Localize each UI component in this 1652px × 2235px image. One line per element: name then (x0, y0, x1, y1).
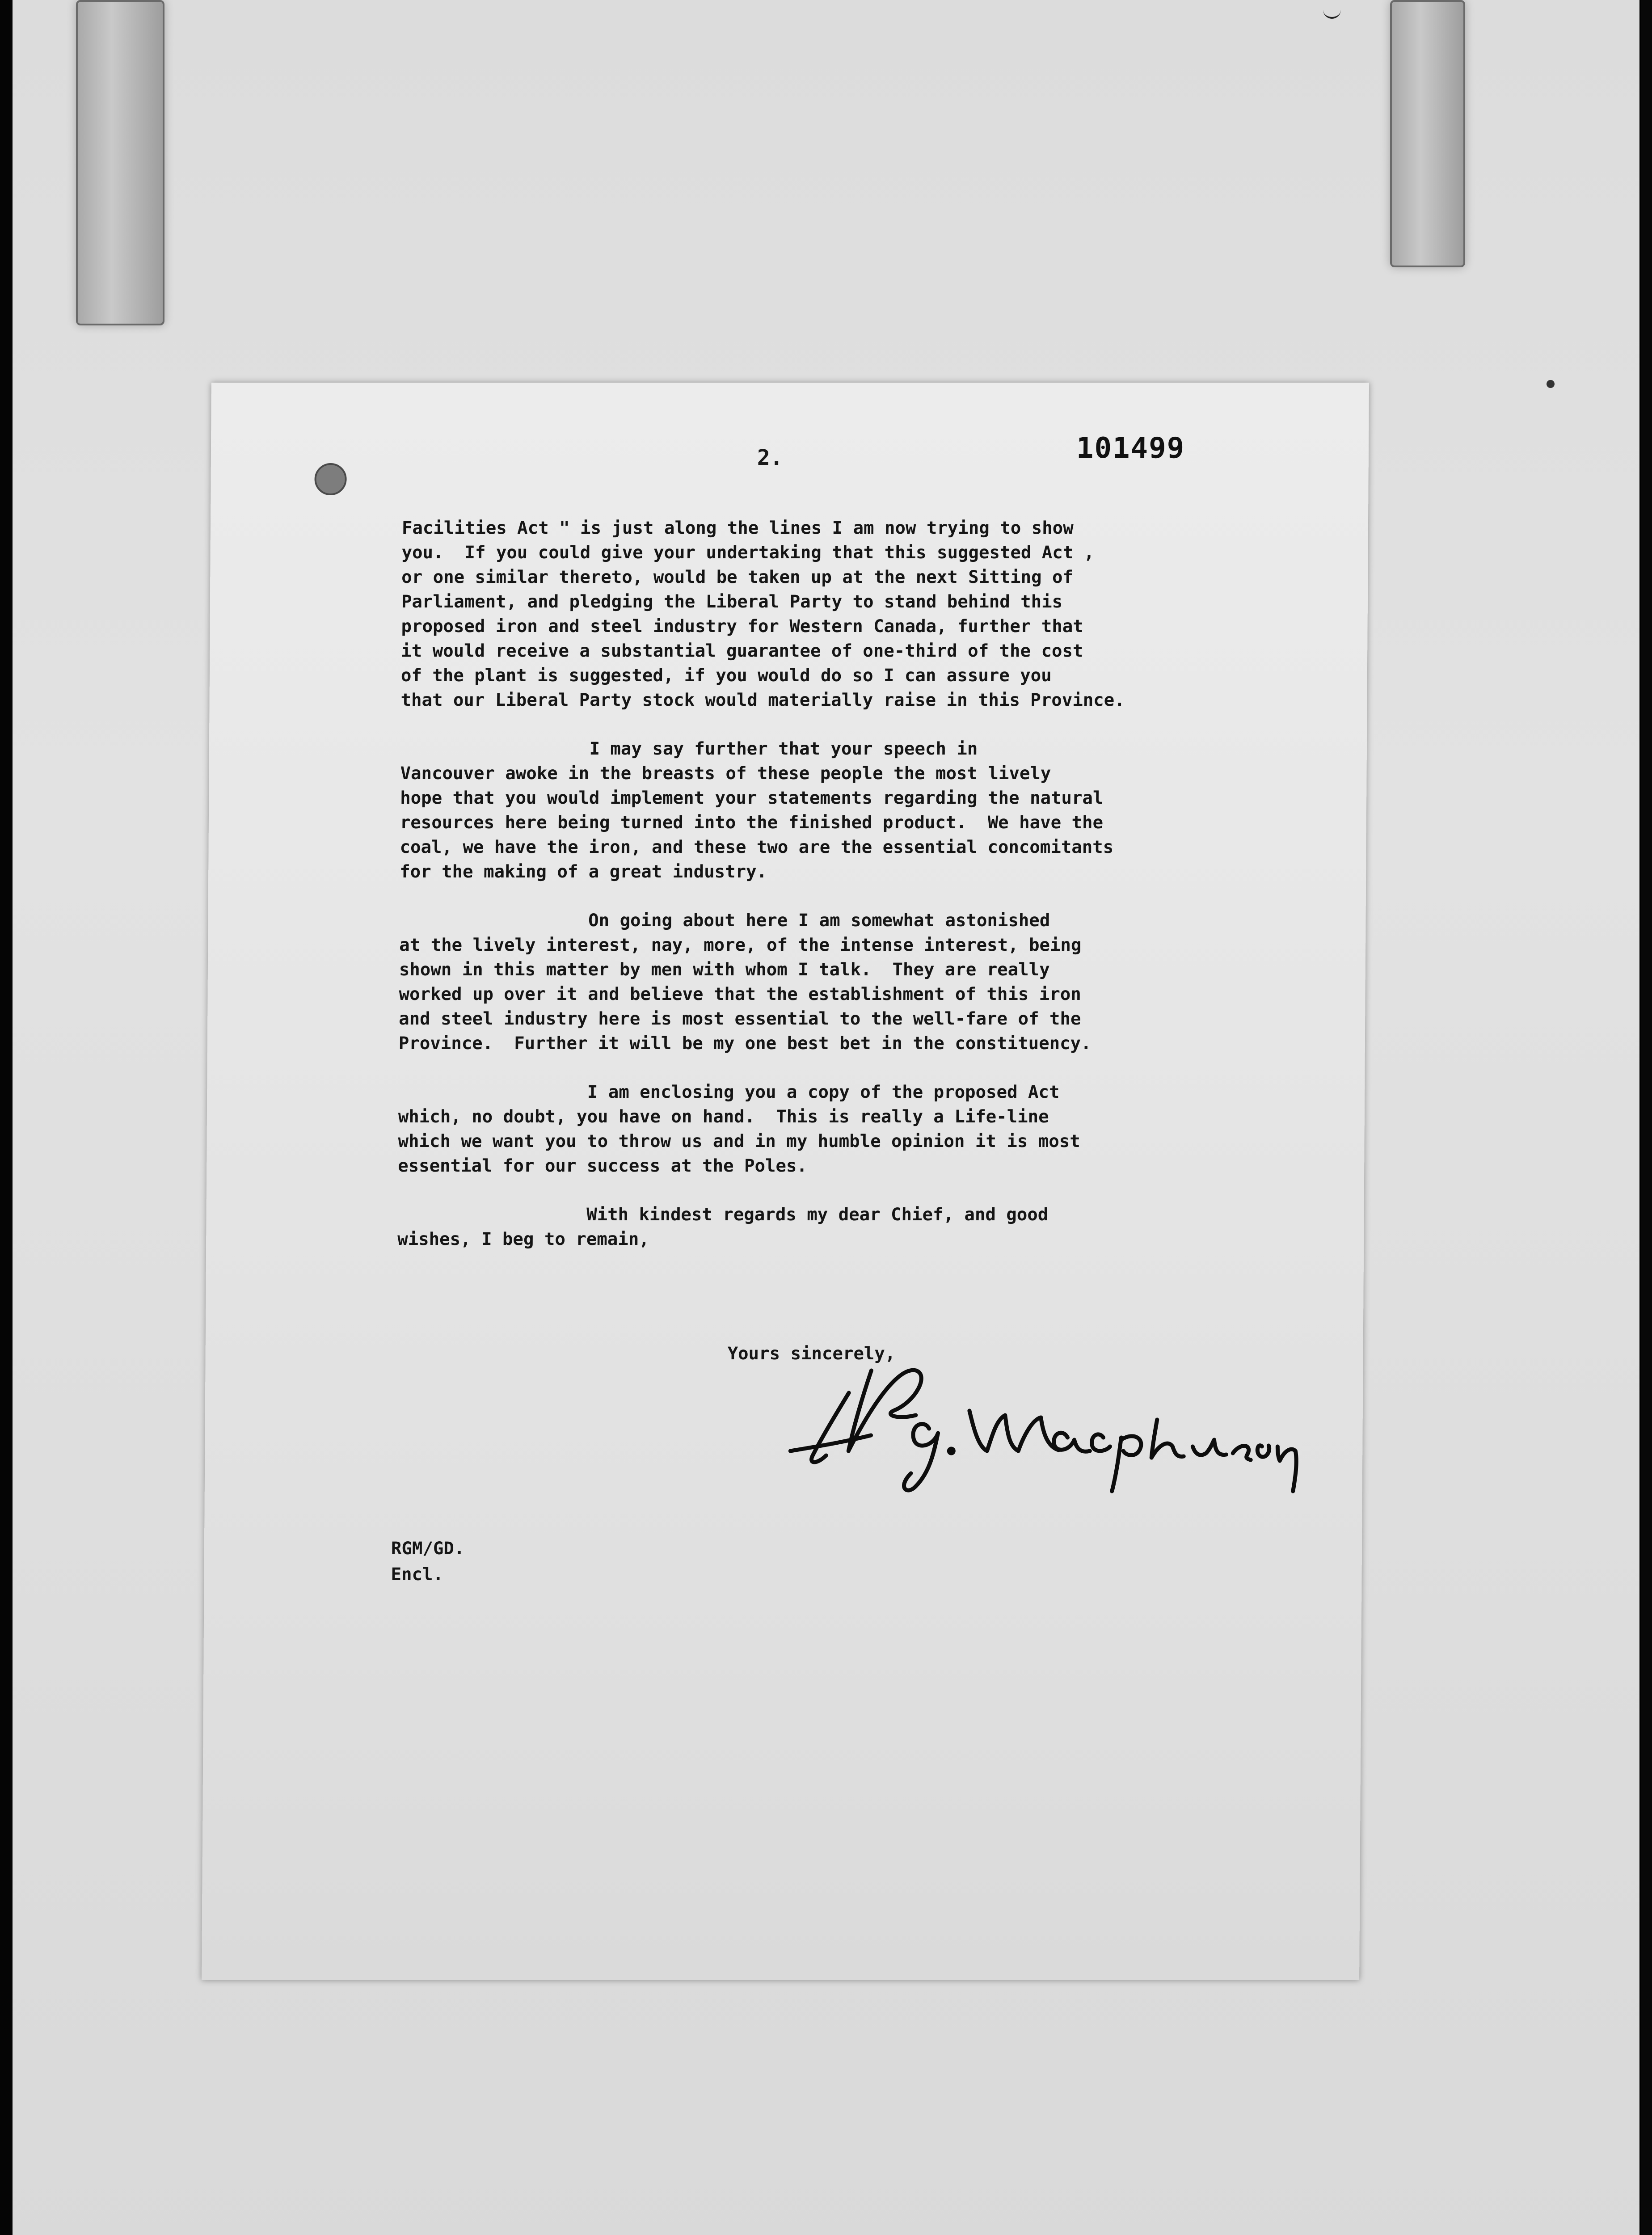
film-edge-left (0, 0, 13, 2235)
text-line: for the making of a great industry. (400, 862, 767, 882)
text-line: and steel industry here is most essential to the well-fare of the (399, 1009, 1081, 1029)
text-line: coal, we have the iron, and these two are the essential concomitants (400, 837, 1114, 857)
text-line: On going about here I am somewhat astonished (399, 911, 1050, 931)
text-line: of the plant is suggested, if you would do so I can assure you (400, 666, 1052, 686)
closing-salutation: Yours sincerely, (727, 1344, 896, 1364)
text-line: essential for our success at the Poles. (398, 1156, 808, 1176)
text-line: resources here being turned into the finished product. We have the (400, 813, 1104, 833)
text-line: it would receive a substantial guarantee of one-third of the cost (401, 641, 1083, 661)
text-line: at the lively interest, nay, more, of the intense interest, being (399, 935, 1082, 955)
tape-strip (1390, 0, 1465, 267)
document-number: 101499 (1076, 432, 1185, 465)
text-line: hope that you would implement your statements regarding the natural (400, 788, 1104, 808)
text-line: which, no doubt, you have on hand. This is really a Life-line (398, 1107, 1049, 1127)
reference-initials (391, 1536, 464, 1588)
handwritten-signature (781, 1339, 1318, 1518)
paragraph (398, 1080, 1247, 1178)
text-line: worked up over it and believe that the establishment of this iron (399, 984, 1081, 1004)
text-line: Parliament, and pledging the Liberal Party to stand behind this (401, 592, 1063, 612)
text-line: I may say further that your speech in (400, 739, 978, 759)
text-line: I am enclosing you a copy of the proposed Act (398, 1082, 1060, 1102)
typist-initials: RGM/GD. (391, 1539, 465, 1559)
text-line: proposed iron and steel industry for Western Canada, further that (401, 616, 1083, 637)
paragraph (400, 737, 1250, 884)
letter-page (202, 383, 1369, 1980)
paragraph (400, 516, 1251, 713)
punch-hole (314, 463, 346, 495)
page-number: 2. (757, 445, 783, 470)
tape-strip (76, 0, 164, 325)
text-line: Facilities Act " is just along the lines I am now trying to show (401, 518, 1074, 538)
text-line: Province. Further it will be my one best bet in the constituency. (398, 1033, 1092, 1054)
enclosure-note: Encl. (391, 1564, 444, 1585)
paragraph (399, 908, 1249, 1056)
dust-speck (1547, 380, 1555, 388)
text-line: or one similar thereto, would be taken up at the next Sitting of (401, 567, 1074, 587)
paragraph (397, 1202, 1247, 1252)
letter-body (397, 516, 1251, 1276)
text-line: which we want you to throw us and in my humble opinion it is most (398, 1131, 1080, 1151)
film-edge-right (1641, 0, 1652, 2235)
text-line: that our Liberal Party stock would materially raise in this Province. (400, 690, 1125, 710)
text-line: you. If you could give your undertaking that this suggested Act , (401, 543, 1095, 563)
text-line: wishes, I beg to remain, (397, 1229, 649, 1249)
text-line: shown in this matter by men with whom I talk. They are really (399, 960, 1050, 980)
text-line: With kindest regards my dear Chief, and good (397, 1205, 1049, 1225)
text-line: Vancouver awoke in the breasts of these people the most lively (400, 763, 1051, 784)
